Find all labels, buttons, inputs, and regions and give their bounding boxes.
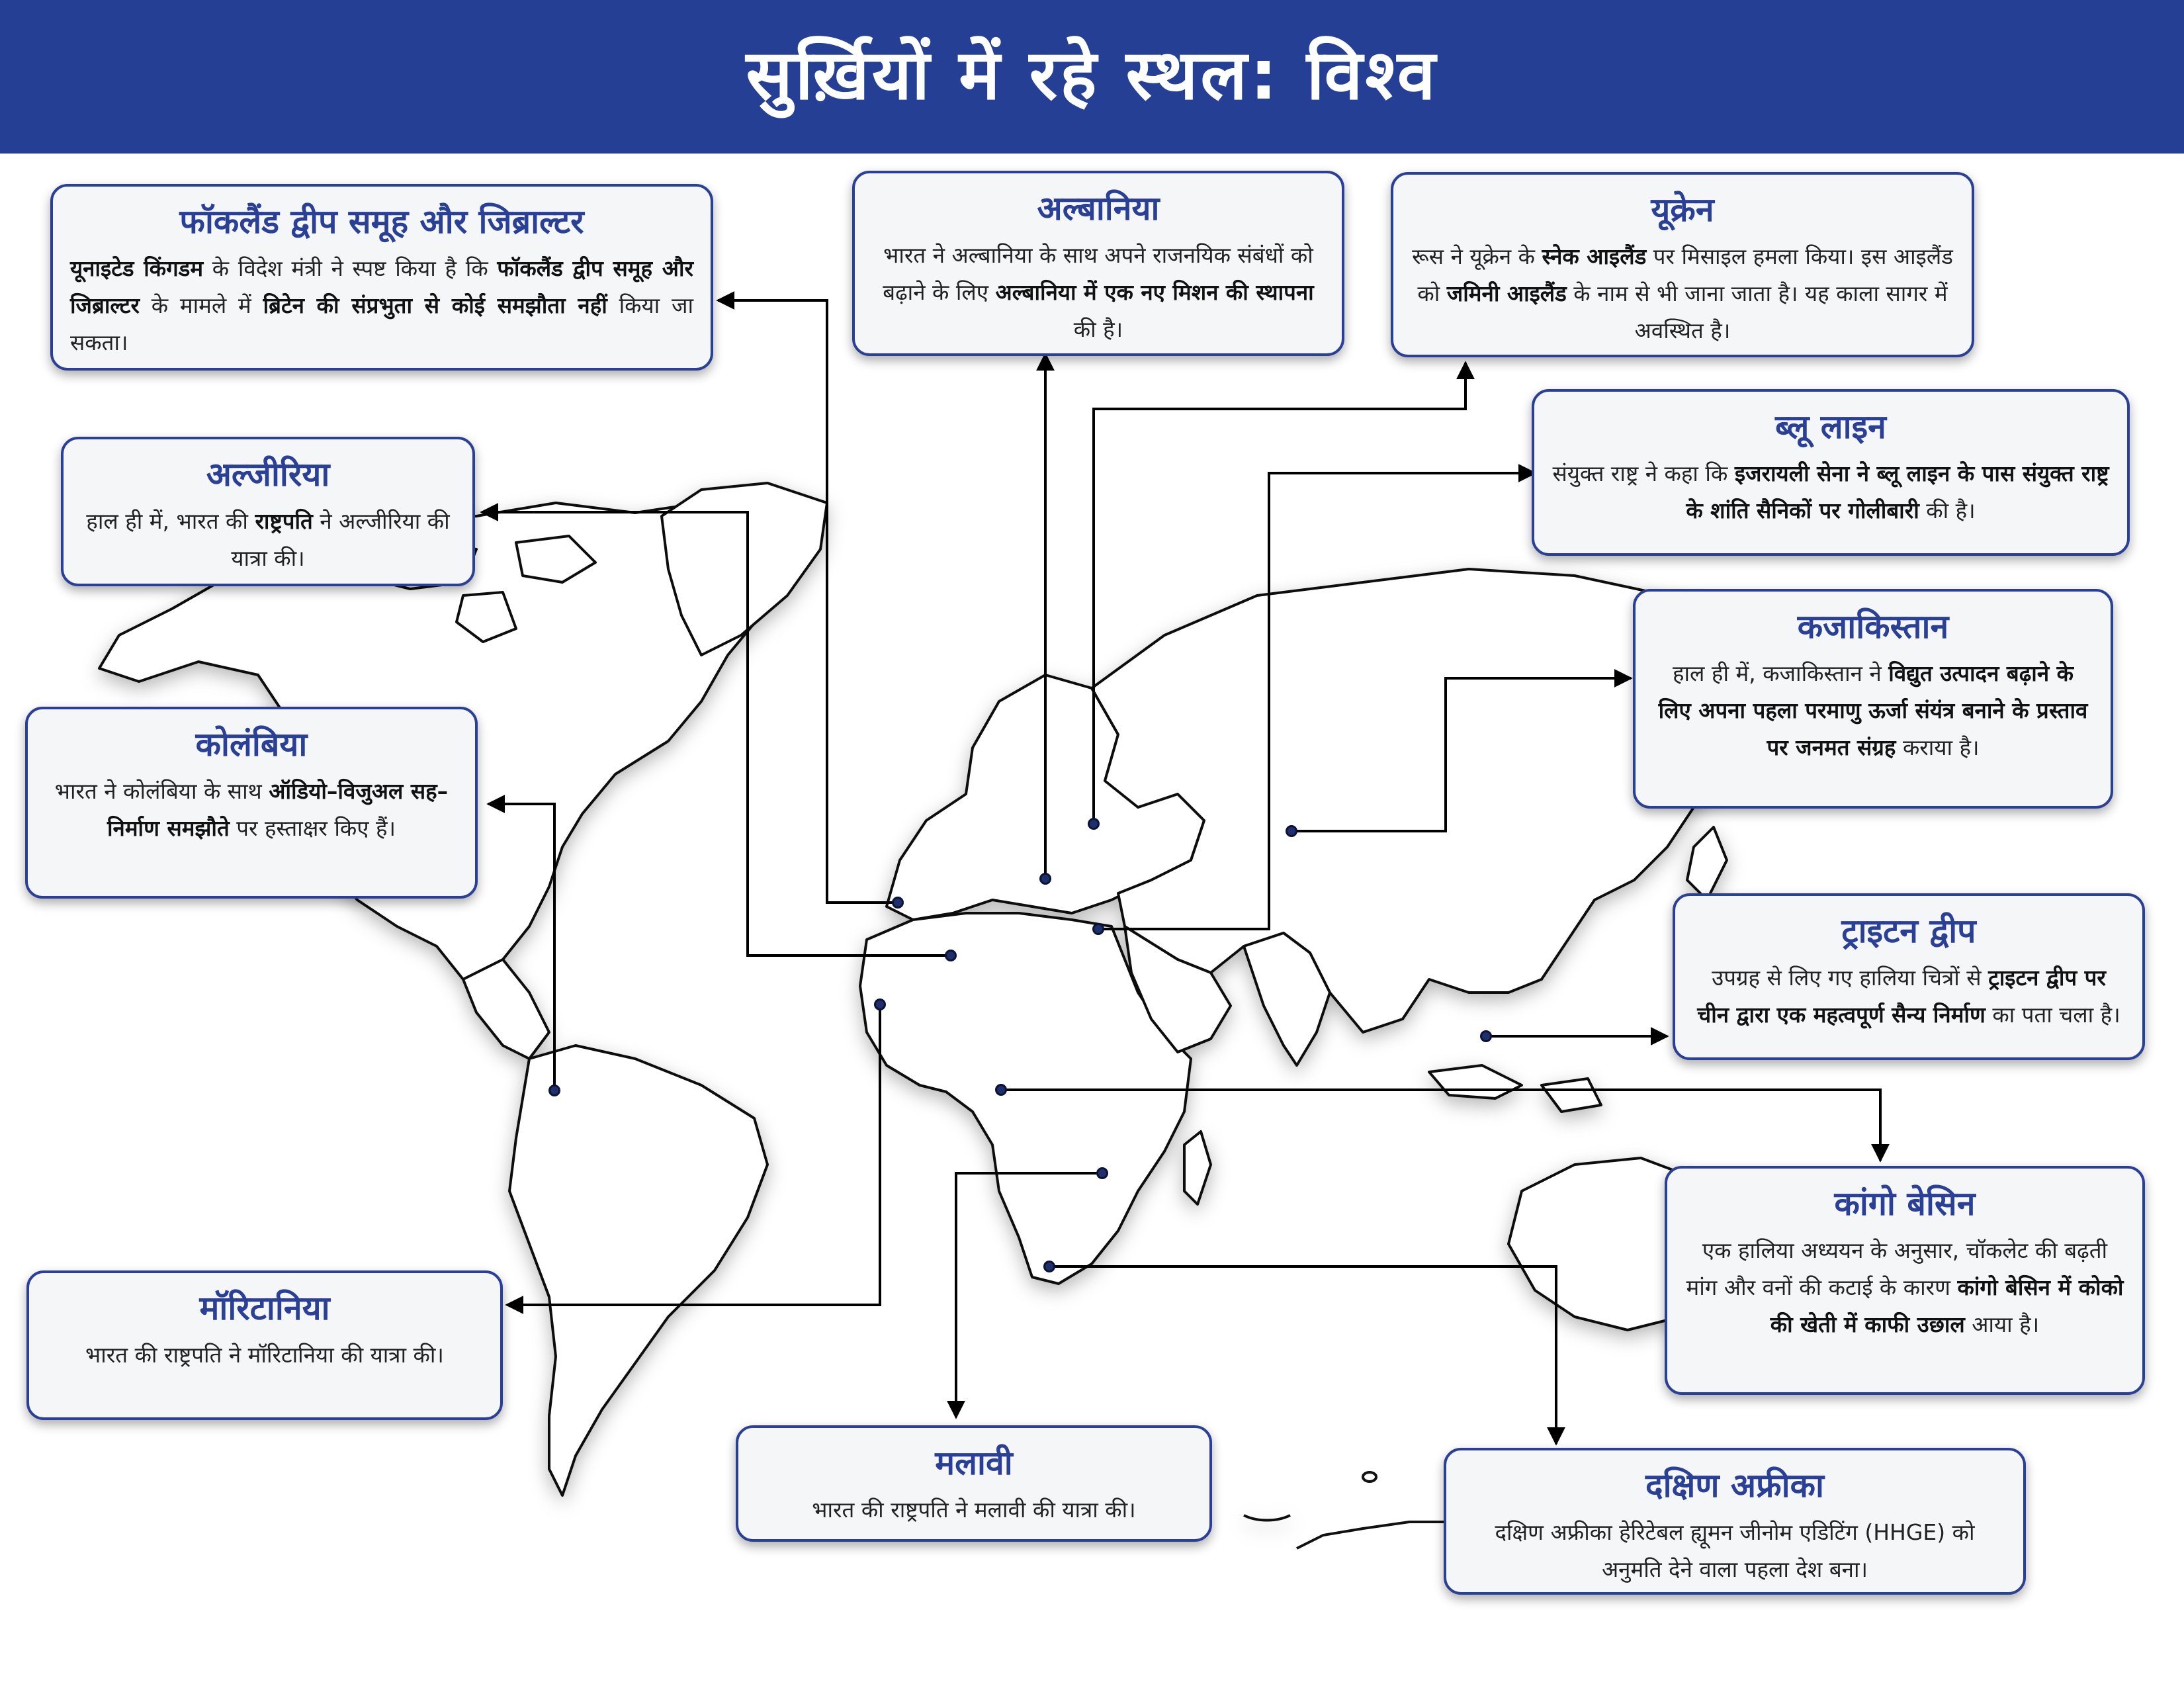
box-triton — [1673, 893, 2145, 1060]
dot-mauritania — [874, 999, 886, 1010]
dot-ukraine — [1088, 818, 1100, 830]
malawi-title: मलावी — [935, 1444, 1013, 1482]
malawi-text: भारत की राष्ट्रपति ने मलावी की यात्रा की। — [812, 1497, 1136, 1523]
congo-text: एक हालिया अध्ययन के अनुसार, चॉकलेट की बढ़ती मांग और वनों की कटाई के कारण कांगो बेसिन में कोको की खेती में काफी उछाल आया है। — [1686, 1237, 2124, 1337]
japan-outline — [1687, 827, 1727, 900]
triton-title: ट्राइटन द्वीप — [1841, 912, 1976, 950]
dot-congo — [995, 1084, 1007, 1096]
dot-gibraltar — [892, 897, 904, 909]
antarctica-fragment — [1244, 1515, 1290, 1521]
box-colombia — [25, 707, 478, 899]
central-america-outline — [463, 959, 549, 1059]
colombia-text: भारत ने कोलंबिया के साथ ऑडियो–विजुअल सह–निर्माण समझौते पर हस्ताक्षर किए हैं। — [54, 778, 449, 841]
ukraine-text: रूस ने यूक्रेन के स्नेक आइलैंड पर मिसाइल हमला किया। इस आइलैंड को जमिनी आइलैंड के नाम से भी जाना जाता है। यह काला सागर में अवस्थित है। — [1412, 244, 1953, 343]
southafrica-text: दक्षिण अफ्रीका हेरिटेबल ह्यूमन जीनोम एडिटिंग (HHGE) को अनुमति देने वाला पहला देश बना। — [1495, 1519, 1975, 1582]
dot-malawi — [1096, 1167, 1108, 1179]
box-southafrica — [1444, 1448, 2026, 1595]
congo-title: कांगो बेसिन — [1834, 1184, 1976, 1223]
box-algeria — [61, 437, 475, 586]
madagascar-outline — [1184, 1132, 1211, 1204]
southafrica-connector — [1049, 1266, 1556, 1444]
algeria-text: हाल ही में, भारत की राष्ट्रपति ने अल्जीरिया की यात्रा की। — [86, 508, 450, 571]
box-mauritania — [26, 1270, 503, 1420]
dot-blueline — [1092, 923, 1104, 935]
blueline-title: ब्लू लाइन — [1775, 408, 1886, 446]
ukraine-title: यूक्रेन — [1651, 191, 1714, 229]
blueline-text: संयुक्त राष्ट्र ने कहा कि इजरायली सेना ने ब्लू लाइन के पास संयुक्त राष्ट्र के शांति सैनिकों पर गोलीबारी की है। — [1552, 461, 2109, 523]
box-malawi — [736, 1425, 1212, 1542]
albania-title: अल्बानिया — [1037, 189, 1160, 228]
small-island — [1363, 1472, 1376, 1482]
colombia-title: कोलंबिया — [195, 725, 308, 764]
dot-triton — [1480, 1030, 1492, 1042]
box-kazakhstan — [1633, 589, 2113, 809]
southafrica-title: दक्षिण अफ्रीका — [1645, 1466, 1824, 1505]
box-blueline — [1532, 389, 2130, 556]
triton-text: उपग्रह से लिए गए हालिया चित्रों से ट्राइटन द्वीप पर चीन द्वारा एक महत्वपूर्ण सैन्य निर्माण का पता चला है। — [1697, 965, 2120, 1028]
dot-colombia — [548, 1085, 560, 1096]
box-falkland-gibraltar — [50, 184, 713, 371]
box-ukraine — [1391, 172, 1974, 357]
falkland-text: यूनाइटेड किंगडम के विदेश मंत्री ने स्पष्ट किया है कि फॉकलैंड द्वीप समूह और जिब्राल्टर के मामले में ब्रिटेन की संप्रभुता से कोई समझौता नहीं किया जा सकता। — [70, 255, 693, 355]
box-albania — [852, 171, 1344, 356]
falkland-title: फॉकलैंड द्वीप समूह और जिब्राल्टर — [179, 202, 584, 241]
mauritania-title: मॉरिटानिया — [199, 1289, 330, 1327]
box-congo — [1665, 1166, 2145, 1395]
kazakhstan-title: कजाकिस्तान — [1797, 607, 1949, 646]
mauritania-text: भारत की राष्ट्रपति ने मॉरिटानिया की यात्रा की। — [85, 1342, 444, 1368]
south-america-outline — [509, 1045, 767, 1495]
page-title: सुर्ख़ियों में रहे स्थल: विश्व — [746, 34, 1438, 115]
algeria-title: अल्जीरिया — [206, 455, 330, 494]
dot-algeria — [945, 950, 957, 961]
dot-southafrica — [1043, 1261, 1055, 1272]
dot-kazakhstan — [1286, 825, 1297, 837]
kazakhstan-text: हाल ही में, कजाकिस्तान ने विद्युत उत्पादन बढ़ाने के लिए अपना पहला परमाणु ऊर्जा संयंत्र बनाने के प्रस्ताव पर जनमत संग्रह कराया है। — [1658, 660, 2088, 760]
dot-albania — [1039, 873, 1051, 885]
albania-text: भारत ने अल्बानिया के साथ अपने राजनयिक संबंधों को बढ़ाने के लिए अल्बानिया में एक नए मिशन की स्थापना की है। — [883, 242, 1314, 342]
